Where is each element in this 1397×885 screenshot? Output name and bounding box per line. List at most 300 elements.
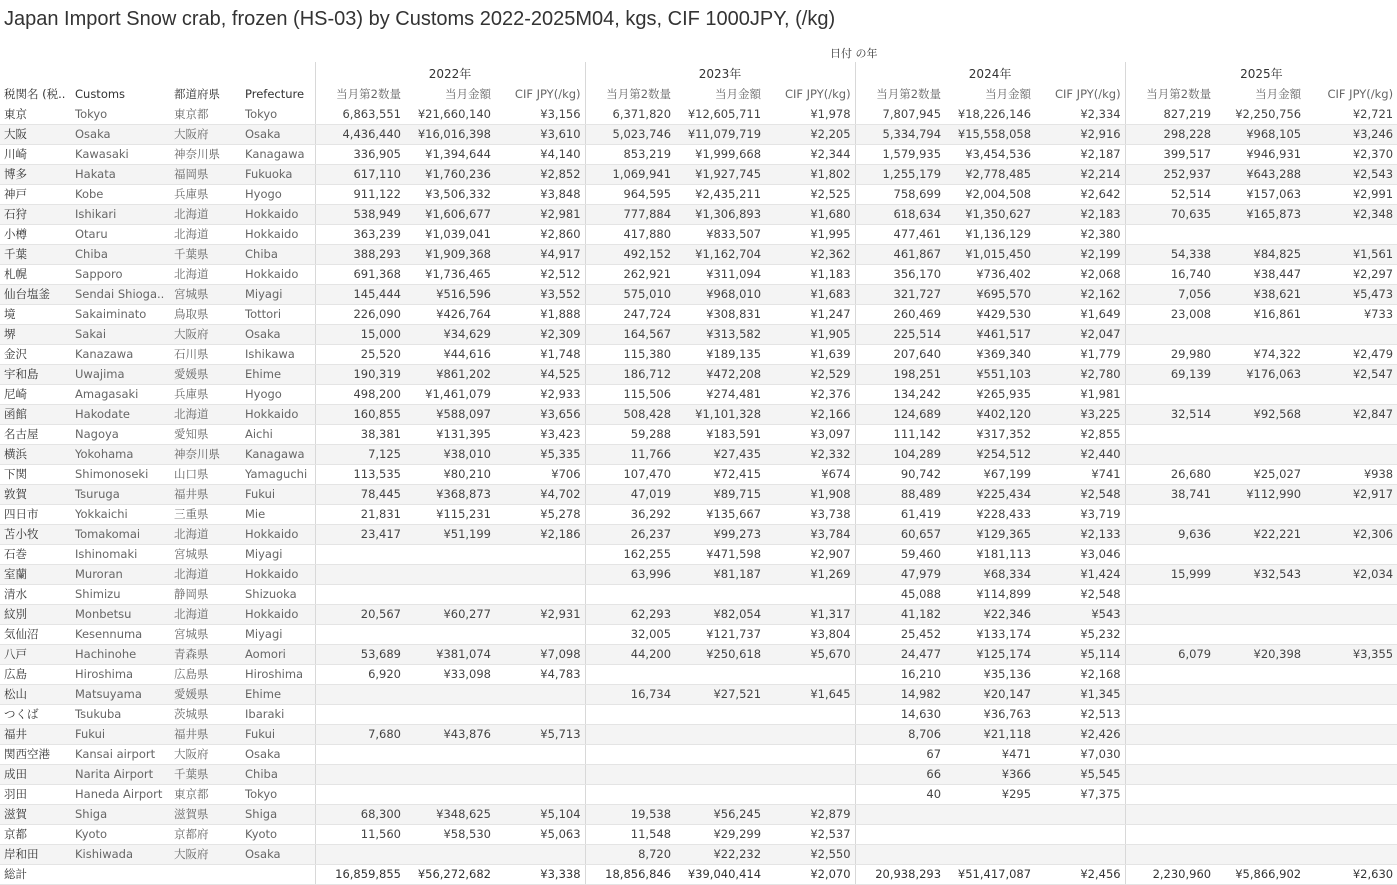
customs-cell: Kawasaki [71,144,170,164]
quantity-cell: 38,381 [315,424,405,444]
prefecture-cell: Ehime [241,684,315,704]
customs-cell: Chiba [71,244,170,264]
table-row[interactable] [0,584,1397,604]
quantity-cell: 19,538 [585,804,675,824]
customs-cell: Kyoto [71,824,170,844]
cif-cell: ¥3,355 [1305,644,1397,664]
total-row[interactable] [0,864,1397,884]
amount-cell [1215,724,1305,744]
quantity-cell: 7,807,945 [855,104,945,124]
amount-cell [675,664,765,684]
measure-header[interactable]: CIF JPY(/kg) [1054,87,1121,101]
amount-cell: ¥228,433 [945,504,1035,524]
quantity-cell [315,544,405,564]
prefecture-cell: Fukui [241,724,315,744]
customs-cell: Osaka [71,124,170,144]
table-row[interactable] [0,104,1397,124]
cif-cell: ¥3,097 [765,424,855,444]
cif-cell: ¥2,332 [765,444,855,464]
year-header[interactable]: 2023年 [585,62,855,84]
quantity-cell: 363,239 [315,224,405,244]
quantity-cell: 11,766 [585,444,675,464]
amount-cell: ¥125,174 [945,644,1035,664]
amount-cell: ¥1,927,745 [675,164,765,184]
prefecture-cell: Miyagi [241,544,315,564]
cif-cell: ¥4,702 [495,484,585,504]
cif-cell: ¥2,479 [1305,344,1397,364]
table-row[interactable] [0,644,1397,664]
prefecture-cell: Chiba [241,764,315,784]
cif-cell: ¥1,649 [1035,304,1125,324]
cif-cell: ¥2,721 [1305,104,1397,124]
amount-cell: ¥295 [945,784,1035,804]
prefecture-cell: Miyagi [241,624,315,644]
quantity-cell: 7,680 [315,724,405,744]
amount-cell: ¥381,074 [405,644,495,664]
prefecture-cell: Tottori [241,304,315,324]
table-row[interactable] [0,744,1397,764]
table-row[interactable] [0,844,1397,864]
table-row[interactable] [0,824,1397,844]
amount-cell: ¥1,039,041 [405,224,495,244]
amount-cell: ¥1,394,644 [405,144,495,164]
customs-jp-cell: 八戸 [0,644,71,664]
customs-cell: Ishikari [71,204,170,224]
table-row[interactable] [0,344,1397,364]
amount-cell: ¥34,629 [405,324,495,344]
cif-cell: ¥3,610 [495,124,585,144]
measure-header[interactable]: 当月第2数量 [585,84,675,104]
customs-cell: Uwajima [71,364,170,384]
year-header[interactable]: 2022年 [315,62,585,84]
quantity-cell: 190,319 [315,364,405,384]
amount-cell: ¥68,334 [945,564,1035,584]
quantity-cell [585,764,675,784]
quantity-cell [1125,424,1215,444]
quantity-cell: 477,461 [855,224,945,244]
quantity-cell: 618,634 [855,204,945,224]
cif-cell [1305,544,1397,564]
quantity-cell: 115,380 [585,344,675,364]
amount-cell: ¥183,591 [675,424,765,444]
amount-cell: ¥1,015,450 [945,244,1035,264]
amount-cell [1215,444,1305,464]
cif-cell: ¥1,978 [765,104,855,124]
table-row[interactable] [0,684,1397,704]
prefecture-jp-cell: 千葉県 [170,764,241,784]
cif-cell: ¥7,030 [1035,744,1125,764]
cif-cell [1305,764,1397,784]
customs-cell: Kansai airport [71,744,170,764]
quantity-cell: 14,982 [855,684,945,704]
table-row[interactable] [0,664,1397,684]
table-row[interactable] [0,784,1397,804]
customs-cell: Kanazawa [71,344,170,364]
prefecture-cell: Ehime [241,364,315,384]
year-header[interactable]: 2025年 [1125,62,1397,84]
table-row[interactable] [0,804,1397,824]
cif-cell: ¥2,855 [1035,424,1125,444]
quantity-cell [1125,684,1215,704]
table-row[interactable] [0,284,1397,304]
quantity-cell: 63,996 [585,564,675,584]
quantity-cell [1125,784,1215,804]
amount-cell: ¥1,306,893 [675,204,765,224]
prefecture-jp-cell: 神奈川県 [170,444,241,464]
amount-cell [405,744,495,764]
quantity-cell: 777,884 [585,204,675,224]
cif-cell: ¥1,639 [765,344,855,364]
prefecture-cell: Hokkaido [241,264,315,284]
amount-cell: ¥22,221 [1215,524,1305,544]
customs-cell: Fukui [71,724,170,744]
amount-cell: ¥81,187 [675,564,765,584]
table-row[interactable] [0,164,1397,184]
quantity-cell: 4,436,440 [315,124,405,144]
table-row[interactable] [0,604,1397,624]
customs-cell: Yokohama [71,444,170,464]
prefecture-jp-cell: 北海道 [170,264,241,284]
amount-cell [405,784,495,804]
amount-cell: ¥121,737 [675,624,765,644]
measure-header[interactable]: 当月第2数量 [855,84,945,104]
table-row[interactable] [0,464,1397,484]
table-row[interactable] [0,364,1397,384]
amount-cell [405,624,495,644]
prefecture-cell: Chiba [241,244,315,264]
amount-cell: ¥1,606,677 [405,204,495,224]
amount-cell [1215,764,1305,784]
amount-cell: ¥32,543 [1215,564,1305,584]
quantity-cell: 1,069,941 [585,164,675,184]
customs-cell: Hachinohe [71,644,170,664]
amount-cell [675,744,765,764]
total-amount-cell: ¥51,417,087 [945,864,1035,884]
customs-jp-cell: 岸和田 [0,844,71,864]
cif-cell [1305,684,1397,704]
cif-cell: ¥1,645 [765,684,855,704]
cif-cell: ¥2,047 [1035,324,1125,344]
customs-jp-cell: 名古屋 [0,424,71,444]
customs-cell: Sakai [71,324,170,344]
cif-cell: ¥2,907 [765,544,855,564]
customs-cell: Yokkaichi [71,504,170,524]
quantity-cell: 47,979 [855,564,945,584]
quantity-cell [1125,764,1215,784]
total-quantity-cell: 18,856,846 [585,864,675,884]
table-row[interactable] [0,244,1397,264]
measure-header-row [0,84,1397,104]
prefecture-jp-cell: 大阪府 [170,324,241,344]
quantity-cell: 38,741 [1125,484,1215,504]
customs-jp-cell: 境 [0,304,71,324]
quantity-cell: 145,444 [315,284,405,304]
cif-cell [765,704,855,724]
quantity-cell: 25,520 [315,344,405,364]
customs-cell: Amagasaki [71,384,170,404]
quantity-cell: 23,417 [315,524,405,544]
quantity-cell: 6,079 [1125,644,1215,664]
amount-cell: ¥58,530 [405,824,495,844]
customs-jp-cell: 苫小牧 [0,524,71,544]
cif-cell: ¥4,917 [495,244,585,264]
cif-cell: ¥2,981 [495,204,585,224]
table-row[interactable] [0,144,1397,164]
cif-cell: ¥1,779 [1035,344,1125,364]
customs-cell: Shiga [71,804,170,824]
prefecture-cell: Ishikawa [241,344,315,364]
customs-jp-cell: 札幌 [0,264,71,284]
table-row[interactable] [0,304,1397,324]
table-row[interactable] [0,624,1397,644]
amount-cell: ¥56,245 [675,804,765,824]
quantity-cell [855,804,945,824]
amount-cell: ¥157,063 [1215,184,1305,204]
table-row[interactable] [0,564,1397,584]
cif-cell: ¥3,225 [1035,404,1125,424]
amount-cell: ¥643,288 [1215,164,1305,184]
cif-cell: ¥2,199 [1035,244,1125,264]
customs-cell: Shimizu [71,584,170,604]
measure-header[interactable]: 当月金額 [985,87,1032,101]
customs-jp-cell: 大阪 [0,124,71,144]
table-row[interactable] [0,404,1397,424]
cif-cell: ¥2,348 [1305,204,1397,224]
table-row[interactable] [0,184,1397,204]
measure-header[interactable]: 当月金額 [445,87,491,101]
prefecture-jp-cell: 大阪府 [170,124,241,144]
amount-cell: ¥471,598 [675,544,765,564]
dim-header-prefecture[interactable]: Prefecture [245,87,305,101]
customs-jp-cell: 成田 [0,764,71,784]
prefecture-cell: Aichi [241,424,315,444]
quantity-cell [1125,844,1215,864]
amount-cell [945,824,1035,844]
customs-cell: Sakaiminato [71,304,170,324]
amount-cell: ¥426,764 [405,304,495,324]
cif-cell [1305,384,1397,404]
amount-cell: ¥516,596 [405,284,495,304]
customs-cell: Haneda Airport [71,784,170,804]
amount-cell: ¥27,521 [675,684,765,704]
cif-cell: ¥2,780 [1035,364,1125,384]
amount-cell [1215,844,1305,864]
table-row[interactable] [0,504,1397,524]
cif-cell: ¥2,376 [765,384,855,404]
table-row[interactable] [0,384,1397,404]
table-row[interactable] [0,524,1397,544]
cif-cell [1305,584,1397,604]
table-row[interactable] [0,204,1397,224]
amount-cell: ¥366 [945,764,1035,784]
quantity-cell: 90,742 [855,464,945,484]
quantity-cell: 399,517 [1125,144,1215,164]
table-row[interactable] [0,424,1397,444]
prefecture-jp-cell: 鳥取県 [170,304,241,324]
cif-cell [1305,804,1397,824]
cif-cell: ¥5,713 [495,724,585,744]
measure-header[interactable]: 当月第2数量 [1125,84,1215,104]
prefecture-jp-cell: 千葉県 [170,244,241,264]
quantity-cell: 54,338 [1125,244,1215,264]
cif-cell [495,704,585,724]
amount-cell: ¥115,231 [405,504,495,524]
table-row[interactable] [0,544,1397,564]
prefecture-jp-cell: 愛媛県 [170,684,241,704]
crosstab-table [0,62,1397,885]
quantity-cell [1125,664,1215,684]
customs-cell: Matsuyama [71,684,170,704]
cif-cell: ¥1,345 [1035,684,1125,704]
table-row[interactable] [0,264,1397,284]
cif-cell [495,684,585,704]
table-row[interactable] [0,764,1397,784]
amount-cell: ¥27,435 [675,444,765,464]
customs-cell: Narita Airport [71,764,170,784]
quantity-cell [1125,824,1215,844]
table-row[interactable] [0,704,1397,724]
quantity-cell: 262,921 [585,264,675,284]
cif-cell: ¥2,205 [765,124,855,144]
quantity-cell: 36,292 [585,504,675,524]
amount-cell: ¥165,873 [1215,204,1305,224]
prefecture-cell: Hyogo [241,184,315,204]
quantity-cell: 575,010 [585,284,675,304]
prefecture-jp-cell: 宮城県 [170,624,241,644]
measure-header[interactable]: CIF JPY(/kg) [514,87,581,101]
quantity-cell [315,784,405,804]
table-row[interactable] [0,444,1397,464]
quantity-cell: 68,300 [315,804,405,824]
amount-cell: ¥92,568 [1215,404,1305,424]
amount-cell: ¥38,447 [1215,264,1305,284]
table-row[interactable] [0,224,1397,244]
customs-jp-cell: 福井 [0,724,71,744]
cif-cell: ¥5,473 [1305,284,1397,304]
cif-cell: ¥4,140 [495,144,585,164]
quantity-cell: 461,867 [855,244,945,264]
measure-header[interactable]: 当月第2数量 [315,84,405,104]
page-title: Japan Import Snow crab, frozen (HS-03) by Customs 2022-2025M04, kgs, CIF 1000JPY, (/kg) [4,8,836,30]
cif-cell [495,564,585,584]
amount-cell: ¥551,103 [945,364,1035,384]
table-row[interactable] [0,324,1397,344]
quantity-cell: 61,419 [855,504,945,524]
quantity-cell: 32,514 [1125,404,1215,424]
quantity-cell [315,584,405,604]
amount-cell: ¥89,715 [675,484,765,504]
prefecture-cell: Osaka [241,324,315,344]
cif-cell: ¥1,561 [1305,244,1397,264]
dim-header-prefecture-jp[interactable]: 都道府県 [174,87,220,101]
dim-header-customs[interactable]: Customs [75,87,126,101]
quantity-cell: 758,699 [855,184,945,204]
dim-header-customs-jp[interactable]: 税関名 (税.. [4,87,66,101]
cif-cell: ¥2,380 [1035,224,1125,244]
prefecture-jp-cell: 東京都 [170,104,241,124]
quantity-cell [315,564,405,584]
cif-cell [765,664,855,684]
amount-cell [945,804,1035,824]
prefecture-jp-cell: 宮城県 [170,544,241,564]
quantity-cell: 40 [855,784,945,804]
amount-cell: ¥60,277 [405,604,495,624]
cif-cell [1305,424,1397,444]
measure-header[interactable]: CIF JPY(/kg) [784,87,851,101]
quantity-cell: 66 [855,764,945,784]
prefecture-jp-cell: 青森県 [170,644,241,664]
total-cif-cell: ¥3,338 [495,864,585,884]
amount-cell [405,844,495,864]
cif-cell: ¥2,309 [495,324,585,344]
cif-cell [765,744,855,764]
customs-jp-cell: 函館 [0,404,71,424]
cif-cell: ¥741 [1035,464,1125,484]
customs-jp-cell: 博多 [0,164,71,184]
prefecture-jp-cell: 北海道 [170,204,241,224]
year-header[interactable]: 2024年 [855,62,1125,84]
cif-cell: ¥5,545 [1035,764,1125,784]
quantity-cell: 26,680 [1125,464,1215,484]
cif-cell [1305,444,1397,464]
table-row[interactable] [0,724,1397,744]
amount-cell [675,584,765,604]
amount-cell: ¥472,208 [675,364,765,384]
amount-cell: ¥250,618 [675,644,765,664]
quantity-cell: 11,560 [315,824,405,844]
measure-header[interactable]: CIF JPY(/kg) [1327,87,1394,101]
amount-cell: ¥833,507 [675,224,765,244]
amount-cell [1215,804,1305,824]
prefecture-jp-cell: 神奈川県 [170,144,241,164]
customs-jp-cell: 敦賀 [0,484,71,504]
measure-header[interactable]: 当月金額 [1255,87,1302,101]
prefecture-jp-cell: 東京都 [170,784,241,804]
column-axis-title: 日付 の年 [830,47,878,60]
amount-cell: ¥317,352 [945,424,1035,444]
quantity-cell: 78,445 [315,484,405,504]
quantity-cell: 1,579,935 [855,144,945,164]
amount-cell: ¥16,861 [1215,304,1305,324]
amount-cell: ¥82,054 [675,604,765,624]
amount-cell: ¥22,232 [675,844,765,864]
quantity-cell [315,744,405,764]
cif-cell [1305,604,1397,624]
cif-cell: ¥3,552 [495,284,585,304]
cif-cell: ¥2,991 [1305,184,1397,204]
cif-cell [1305,504,1397,524]
amount-cell: ¥21,660,140 [405,104,495,124]
table-row[interactable] [0,124,1397,144]
amount-cell: ¥736,402 [945,264,1035,284]
quantity-cell [1125,544,1215,564]
table-row[interactable] [0,484,1397,504]
prefecture-jp-cell: 兵庫県 [170,184,241,204]
amount-cell: ¥1,101,328 [675,404,765,424]
cif-cell: ¥2,529 [765,364,855,384]
amount-cell: ¥29,299 [675,824,765,844]
amount-cell: ¥588,097 [405,404,495,424]
amount-cell: ¥72,415 [675,464,765,484]
measure-header[interactable]: 当月金額 [715,87,762,101]
customs-jp-cell: 横浜 [0,444,71,464]
amount-cell: ¥429,530 [945,304,1035,324]
cif-cell [495,584,585,604]
customs-cell: Kishiwada [71,844,170,864]
prefecture-cell: Osaka [241,744,315,764]
quantity-cell: 70,635 [1125,204,1215,224]
quantity-cell: 41,182 [855,604,945,624]
